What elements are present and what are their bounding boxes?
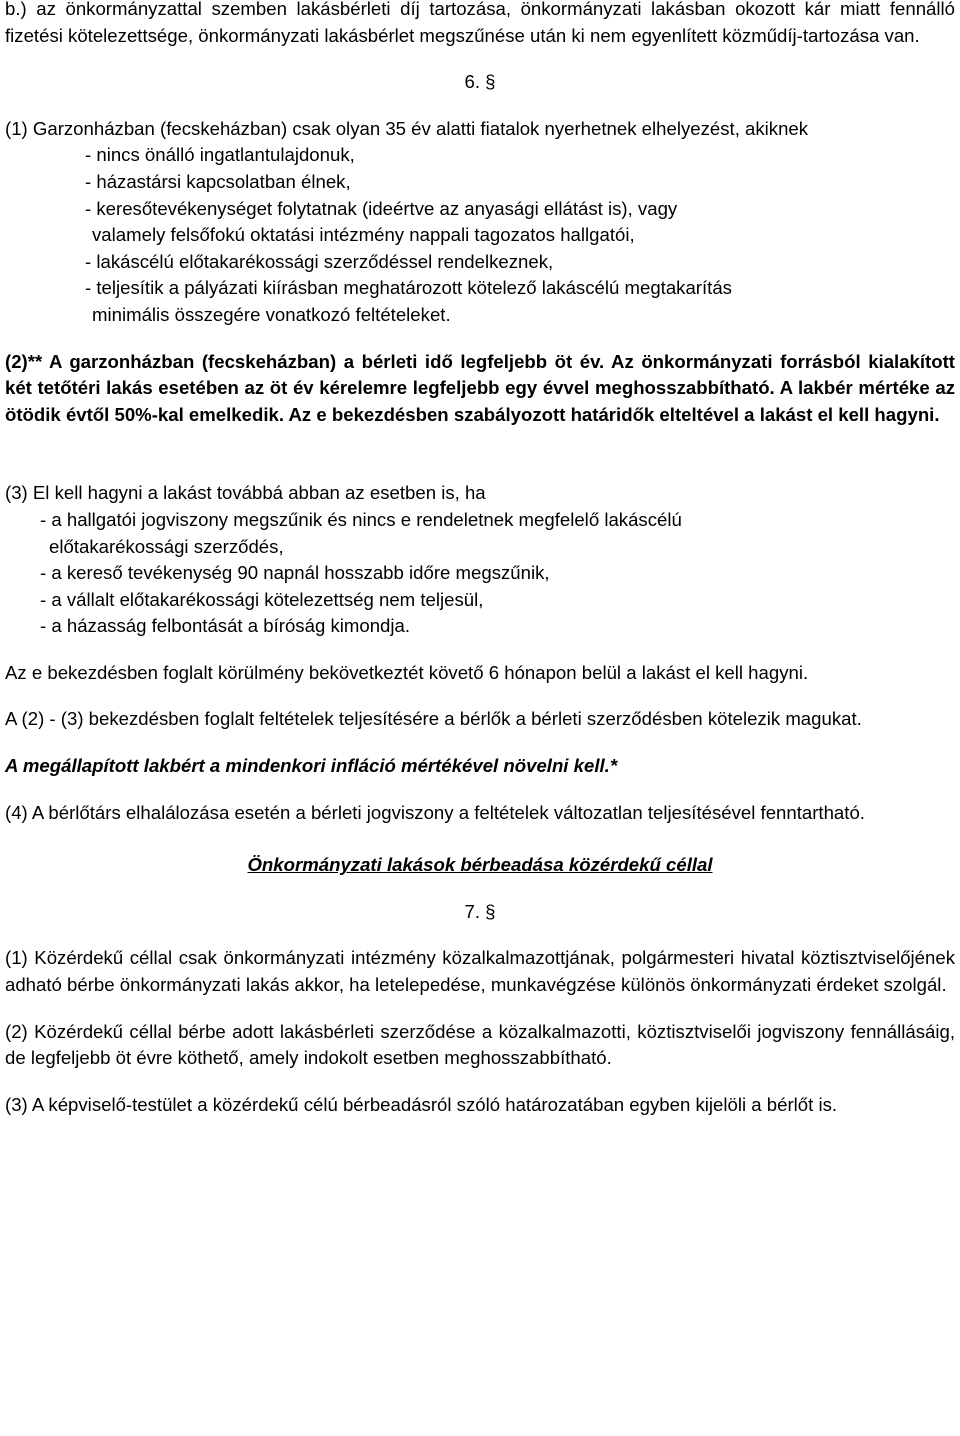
list-item-continuation: előtakarékossági szerződés, (49, 535, 284, 557)
chapter-title: Önkormányzati lakások bérbeadása közérdekű céllal (247, 854, 713, 876)
list-item-continuation: valamely felsőfokú oktatási intézmény nappali tagozatos hallgatói, (92, 224, 635, 246)
list-item: - a hallgatói jogviszony megszűnik és nincs e rendeletnek megfelelő lakáscélú (40, 508, 682, 530)
section-6-paragraph-3-intro: (3) El kell hagyni a lakást továbbá abban az esetben is, ha (5, 482, 486, 504)
list-item: - a vállalt előtakarékossági kötelezettség nem teljesül, (40, 588, 484, 610)
section-6-paragraph-1-intro: (1) Garzonházban (fecskeházban) csak olyan 35 év alatti fiatalok nyerhetnek elhelyezést, akiknek (5, 117, 809, 139)
section-7-heading: 7. § (464, 900, 496, 922)
section-6-paragraph-3-obligation: A (2) - (3) bekezdésben foglalt feltételek teljesítésére a bérlők a bérleti szerződésben kötelezik magukat. (5, 708, 862, 730)
section-6-paragraph-4: (4) A bérlőtárs elhalálozása esetén a bérleti jogviszony a feltételek változatlan teljesítésével fenntartható. (5, 801, 865, 823)
paragraph-b-item: b.) az önkormányzattal szemben lakásbérleti díj tartozása, önkormányzati lakásban okozott kár miatt fennálló fizetési kötelezettsége, önkormányzati lakásbérlet megszűnése után ki nem egyenlített közműdíj-tartozása van. (5, 0, 955, 46)
list-item: - nincs önálló ingatlantulajdonuk, (85, 144, 355, 166)
document-page (5, 0, 955, 1118)
list-item: - házastársi kapcsolatban élnek, (85, 170, 351, 192)
list-item: - keresőtevékenységet folytatnak (ideértve az anyasági ellátást is), vagy (85, 197, 678, 219)
section-6-paragraph-3-deadline: Az e bekezdésben foglalt körülmény bekövetkeztét követő 6 hónapon belül a lakást el kell hagyni. (5, 661, 809, 683)
list-item: - a házasság felbontását a bíróság kimondja. (40, 615, 411, 637)
section-6-paragraph-1-list (5, 142, 955, 328)
section-7-paragraph-3: (3) A képviselő-testület a közérdekű célú bérbeadásról szóló határozatában egyben kijelöli a bérlőt is. (5, 1093, 838, 1115)
section-6-paragraph-2: (2)** A garzonházban (fecskeházban) a bérleti idő legfeljebb öt év. Az önkormányzati forrásból kialakított két tetőtéri lakás esetében az öt év kérelemre legfeljebb egy évvel meghosszabbítható. A lakbér mértéke az ötödik évtől 50%-kal emelkedik. Az e bekezdésben szabályozott határidők elteltével a lakást el kell hagyni. (5, 350, 955, 425)
list-item: - a kereső tevékenység 90 napnál hosszabb időre megszűnik, (40, 562, 550, 584)
section-7-paragraph-1: (1) Közérdekű céllal csak önkormányzati intézmény közalkalmazottjának, polgármesteri hivatal köztisztviselőjének adható bérbe önkormányzati lakás akkor, ha letelepedése, munkavégzése különös önkormányzati érdeket szolgál. (5, 947, 955, 996)
list-item-continuation: minimális összegére vonatkozó feltételeket. (92, 303, 451, 325)
section-7-paragraph-2: (2) Közérdekű céllal bérbe adott lakásbérleti szerződése a közalkalmazotti, köztisztviselői jogviszony fennállásáig, de legfeljebb öt évre köthető, amely indokolt esetben meghosszabbítható. (5, 1020, 955, 1069)
list-item: - lakáscélú előtakarékossági szerződéssel rendelkeznek, (85, 250, 554, 272)
list-item: - teljesítik a pályázati kiírásban meghatározott kötelező lakáscélú megtakarítás (85, 277, 732, 299)
section-6-paragraph-3-list (5, 507, 955, 640)
section-6-heading: 6. § (464, 71, 496, 93)
section-6-inflation-rule: A megállapított lakbért a mindenkori infláció mértékével növelni kell.* (5, 755, 618, 777)
